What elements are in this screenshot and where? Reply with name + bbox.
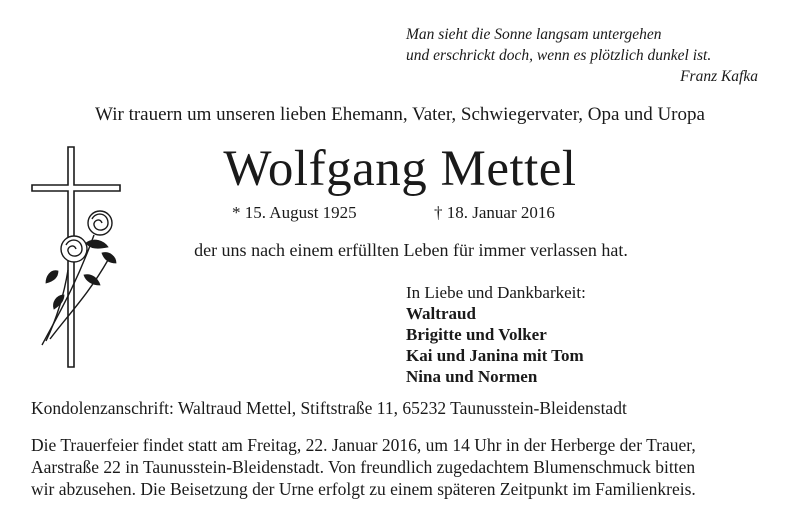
- cross-with-roses-icon: [28, 145, 128, 370]
- family-member: Waltraud: [406, 304, 476, 323]
- quote-author: Franz Kafka: [680, 68, 758, 85]
- death-date: † 18. Januar 2016: [434, 203, 555, 222]
- condolence-address: Kondolenzanschrift: Waltraud Mettel, Stiftstraße 11, 65232 Taunusstein-Bleidenstadt: [31, 398, 627, 418]
- birth-date: * 15. August 1925: [232, 203, 357, 222]
- funeral-notice: [31, 434, 791, 500]
- funeral-notice-line: Die Trauerfeier findet statt am Freitag, 22. Januar 2016, um 14 Uhr in der Herberge der Trauer,: [31, 435, 696, 455]
- farewell-line: der uns nach einem erfüllten Leben für immer verlassen hat.: [194, 240, 628, 260]
- funeral-notice-line: Aarstraße 22 in Taunusstein-Bleidenstadt. Von freundlich zugedachtem Blumenschmuck bitten: [31, 457, 696, 477]
- family-heading: In Liebe und Dankbarkeit:: [406, 283, 586, 302]
- family-signatures: [406, 282, 586, 387]
- intro-text: Wir trauern um unseren lieben Ehemann, Vater, Schwiegervater, Opa und Uropa: [95, 104, 705, 125]
- quote-line: Man sieht die Sonne langsam untergehen: [406, 26, 662, 43]
- quote-line: und erschrickt doch, wenn es plötzlich dunkel ist.: [406, 47, 712, 64]
- family-member: Brigitte und Volker: [406, 325, 547, 344]
- funeral-notice-line: wir abzusehen. Die Beisetzung der Urne erfolgt zu einem späteren Zeitpunkt im Familienkreis.: [31, 479, 696, 499]
- family-member: Kai und Janina mit Tom: [406, 346, 584, 365]
- family-member: Nina und Normen: [406, 367, 538, 386]
- kafka-quote: [406, 24, 758, 87]
- deceased-name: Wolfgang Mettel: [223, 141, 577, 197]
